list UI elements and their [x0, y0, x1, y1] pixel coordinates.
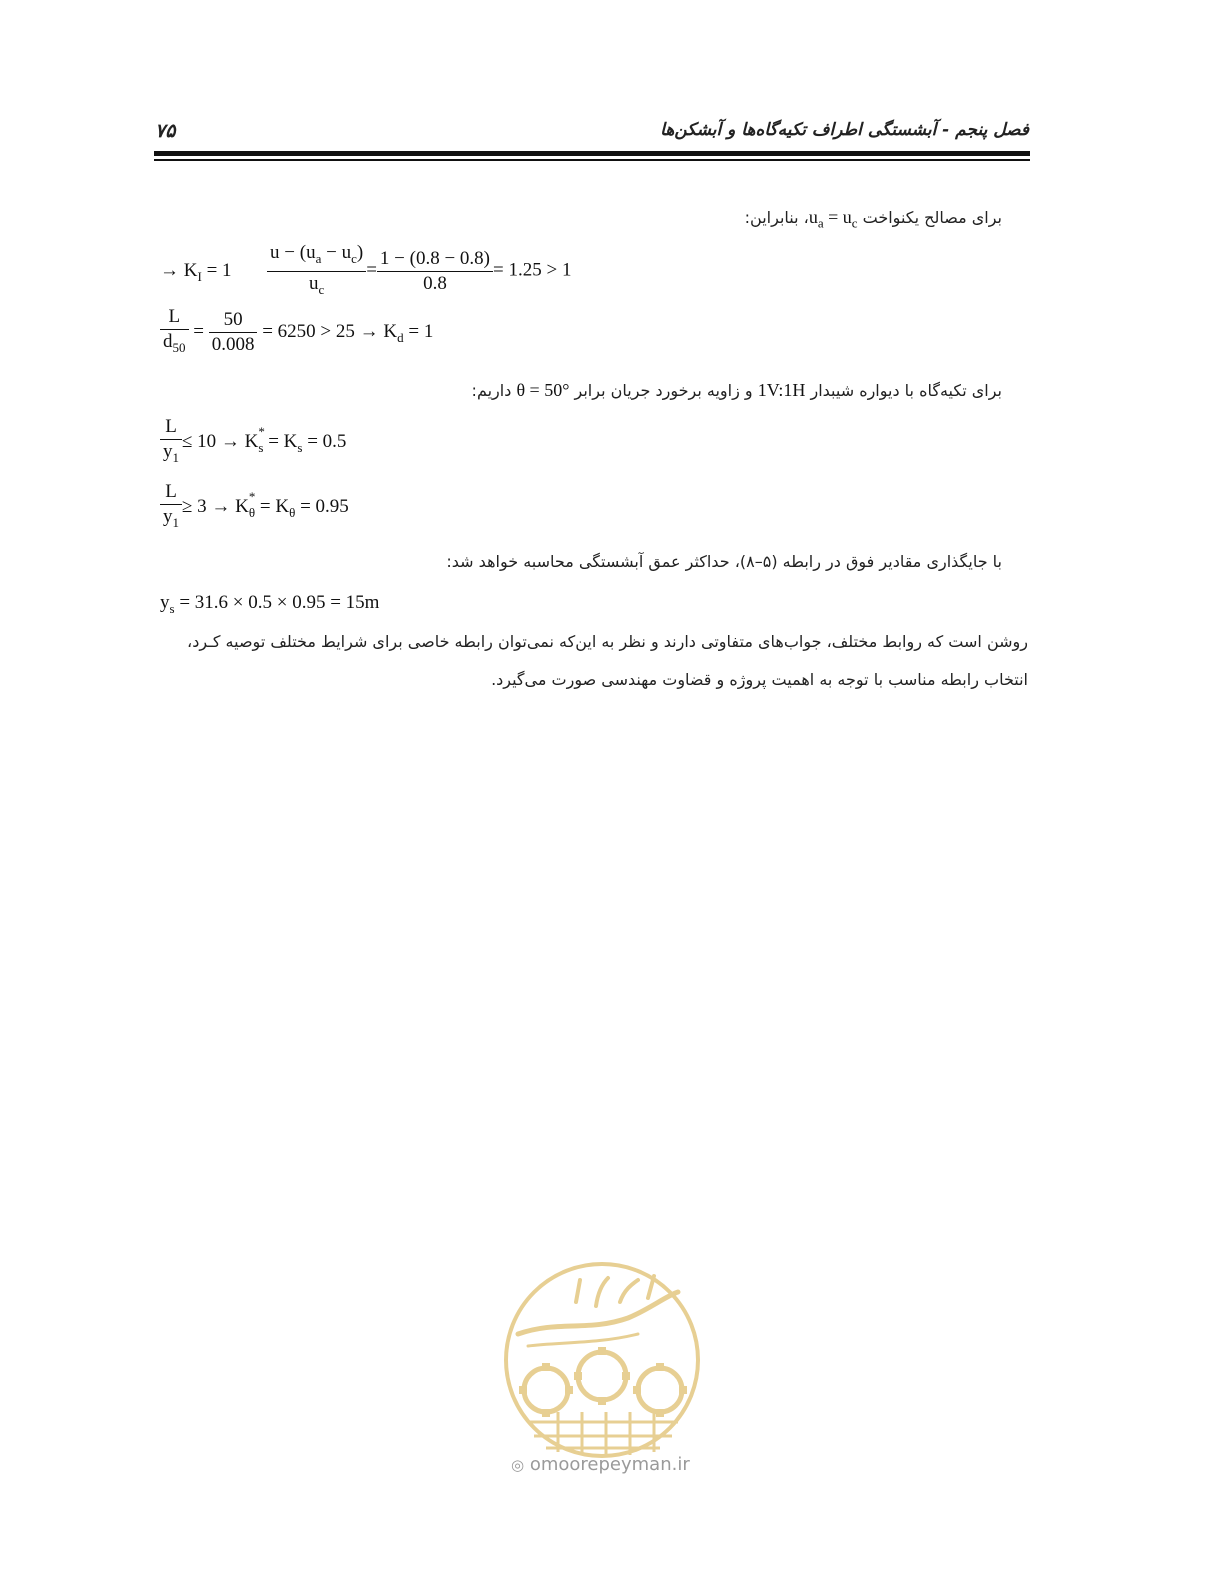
paragraph-tail: ، بنابراین: — [744, 208, 809, 227]
equation-ys: $y_s = 31.6 \times 0.5 \times 0.95 = 15m$ — [160, 592, 380, 616]
eq4-relation: ≥ 3 → K $_{* \theta} = K_\theta = 0.95$ — [182, 488, 349, 520]
equation-k1: → $K_I = 1$ $\frac{u - (u_a - u_c)}{u_c}$ = $\frac{1 - (0.8 - 0.8)}{0.8}$ = 1.25 > 1 — [160, 242, 571, 301]
header-rule-thin — [154, 159, 1030, 161]
inline-math-ua-uc: $u_a = u_c$ — [808, 207, 858, 231]
page-number: ۷۵ — [155, 120, 176, 142]
watermark-logo — [498, 1262, 708, 1462]
eq3-relation: ≤ 10 → K $_{* s} = K_s = 0.5$ — [182, 423, 347, 455]
paragraph-conclusion-line1: روشن است که روابط مختلف، جواب‌های متفاوتی دارند و نظر به این‌که نمی‌توان رابطه خاصی برای شرایط مختلف توصیه کـرد، — [187, 632, 1028, 651]
eq4-fraction-l-y1: $\frac{L}{y_1}$ — [160, 481, 182, 534]
header-rule-thick — [154, 151, 1030, 156]
paragraph-substitution: با جایگذاری مقادیر فوق در رابطه (۵–۸)، حداکثر عمق آبشستگی محاسبه خواهد شد: — [446, 552, 1002, 571]
watermark-url: ◎ omoorepeyman.ir — [511, 1454, 690, 1475]
equation-ktheta — [160, 481, 349, 534]
eq2-result: = $6250 > 25 \to K_d = 1$ — [262, 320, 434, 345]
equation-ks — [160, 416, 346, 469]
inline-math-slope: 1V:1H — [757, 380, 806, 400]
paragraph-text: برای مصالح یکنواخت — [862, 208, 1002, 227]
paragraph-uniform-material — [745, 207, 1002, 232]
eq1-fraction-numeric: $\frac{1 - (0.8 - 0.8)}{0.8}$ — [377, 248, 493, 295]
equation-kd: $\frac{L}{d_{50}}$ = $\frac{50}{0.008}$ = $6250 > 25 \to K_d = 1$ — [160, 306, 433, 359]
eq1-result: = 1.25 > 1 — [493, 259, 572, 281]
eq1-lhs: → $K_I = 1$ — [160, 259, 232, 284]
eq2-fraction-l-d50: $\frac{L}{d_{50}}$ — [160, 306, 189, 359]
paragraph-abutment-slope: برای تکیه‌گاه با دیواره شیبدار 1V:1H و زاویه برخورد جریان برابر θ = 50° داریم: — [471, 380, 1002, 400]
paragraph-conclusion-line2: انتخاب رابطه مناسب با توجه به اهمیت پروژه و قضاوت مهندسی صورت می‌گیرد. — [491, 670, 1028, 689]
inline-math-theta: θ = 50° — [516, 380, 570, 400]
eq1-fraction-velocity: $\frac{u - (u_a - u_c)}{u_c}$ — [267, 242, 366, 301]
chapter-title: فصل پنجم - آبشستگی اطراف تکیه‌گاه‌ها و آبشکن‌ها — [660, 120, 1029, 140]
globe-icon: ◎ — [511, 1456, 525, 1474]
eq2-fraction-numeric: $\frac{50}{0.008}$ — [209, 309, 258, 356]
eq3-fraction-l-y1: $\frac{L}{y_1}$ — [160, 416, 182, 469]
